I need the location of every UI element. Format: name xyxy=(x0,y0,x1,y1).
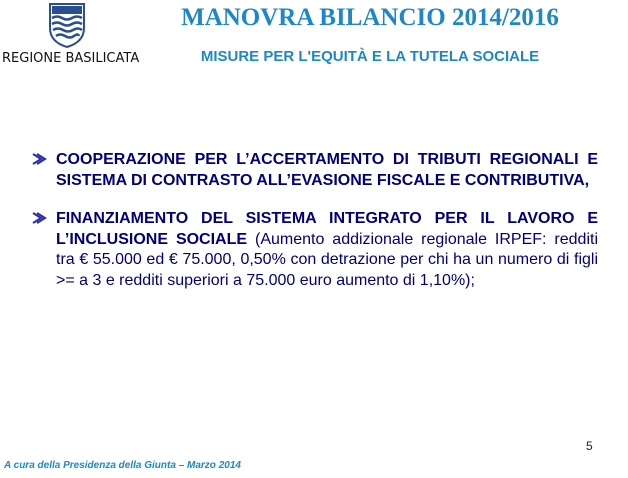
organization-name: REGIONE BASILICATA xyxy=(2,51,140,66)
arrow-bullet-icon xyxy=(32,152,50,166)
bullet-bold-text: COOPERAZIONE PER L’ACCERTAMENTO DI TRIBUTI REGIONALI E SISTEMA DI CONTRASTO ALL’EVASIONE FISCALE E CONTRIBUTIVA, xyxy=(56,151,598,189)
list-item xyxy=(32,150,598,191)
bullet-normal-text: (Aumento addizionale regionale IRPEF: redditi tra € 55.000 ed € 75.000, 0,50% con detrazione per chi ha un numero di figli >= a 3 e redditi superiori a 75.000 euro aumento di 1,10%); xyxy=(56,230,598,289)
bullet-text xyxy=(56,209,598,291)
list-item xyxy=(32,209,598,291)
bullet-text xyxy=(56,150,598,191)
bullet-list xyxy=(32,150,598,309)
page-number: 5 xyxy=(586,439,593,453)
bullet-bold-text: FINANZIAMENTO DEL SISTEMA INTEGRATO PER IL LAVORO E L’INCLUSIONE SOCIALE xyxy=(56,210,598,248)
coat-of-arms-icon xyxy=(48,2,86,48)
page-title: MANOVRA BILANCIO 2014/2016 xyxy=(181,4,559,31)
page-subtitle: MISURE PER L'EQUITÀ E LA TUTELA SOCIALE xyxy=(200,48,540,65)
arrow-bullet-icon xyxy=(32,211,50,225)
footer-credit: A cura della Presidenza della Giunta – Marzo 2014 xyxy=(4,460,241,471)
